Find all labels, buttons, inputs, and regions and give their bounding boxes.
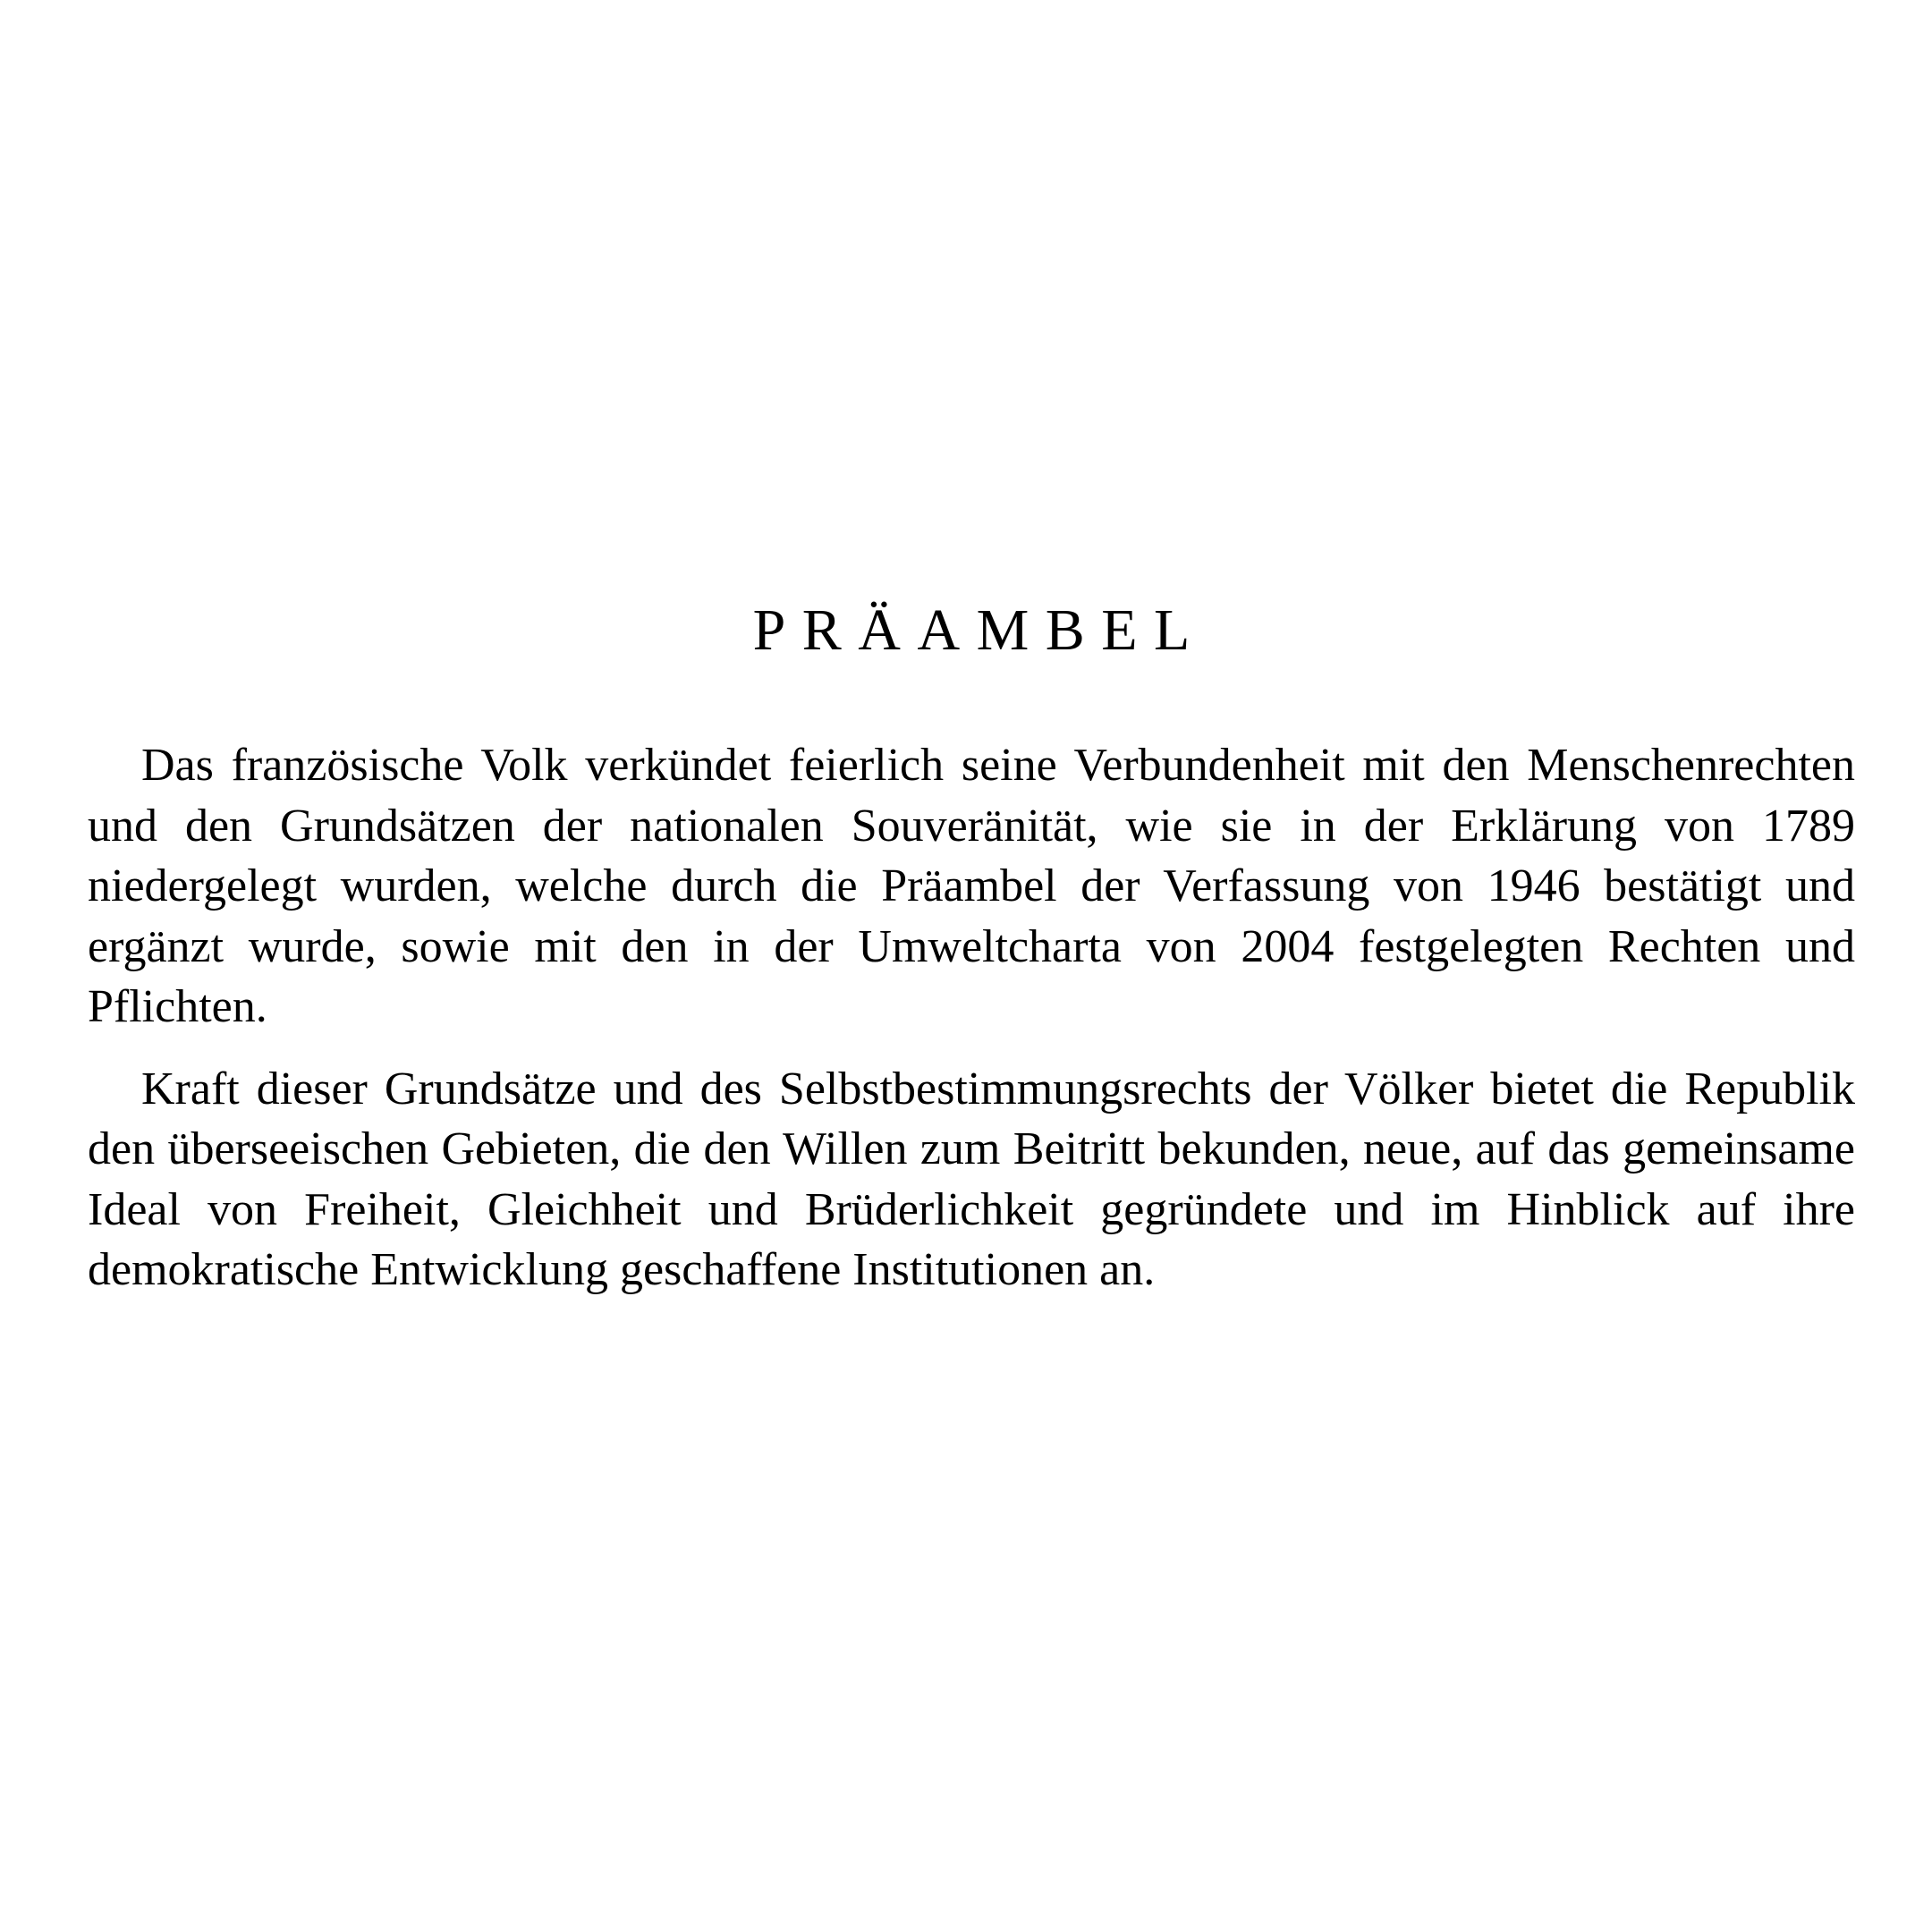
page-title: PRÄAMBEL xyxy=(752,597,1207,663)
paragraph-1: Das französische Volk verkündet feierlich seine Verbundenheit mit den Menschenrechten und den Grundsätzen der nationalen Souveränität, wie sie in der Erklärung von 1789 niedergelegt wurden, welche durch die Präambel der Verfassung von 1946 bestätigt und ergänzt wurde, sowie mit den in der Umweltcharta von 2004 festgelegten Rechten und Pflichten. xyxy=(88,740,1855,1032)
paragraph-2: Kraft dieser Grundsätze und des Selbstbestimmungsrechts der Völker bietet die Republik den überseeischen Gebieten, die den Willen zum Beitritt bekunden, neue, auf das gemeinsame Ideal von Freiheit, Gleichheit und Brüderlichkeit gegründete und im Hinblick auf ihre demokratische Entwicklung geschaffene Institutionen an. xyxy=(88,1063,1855,1295)
document-page xyxy=(88,597,1855,1322)
